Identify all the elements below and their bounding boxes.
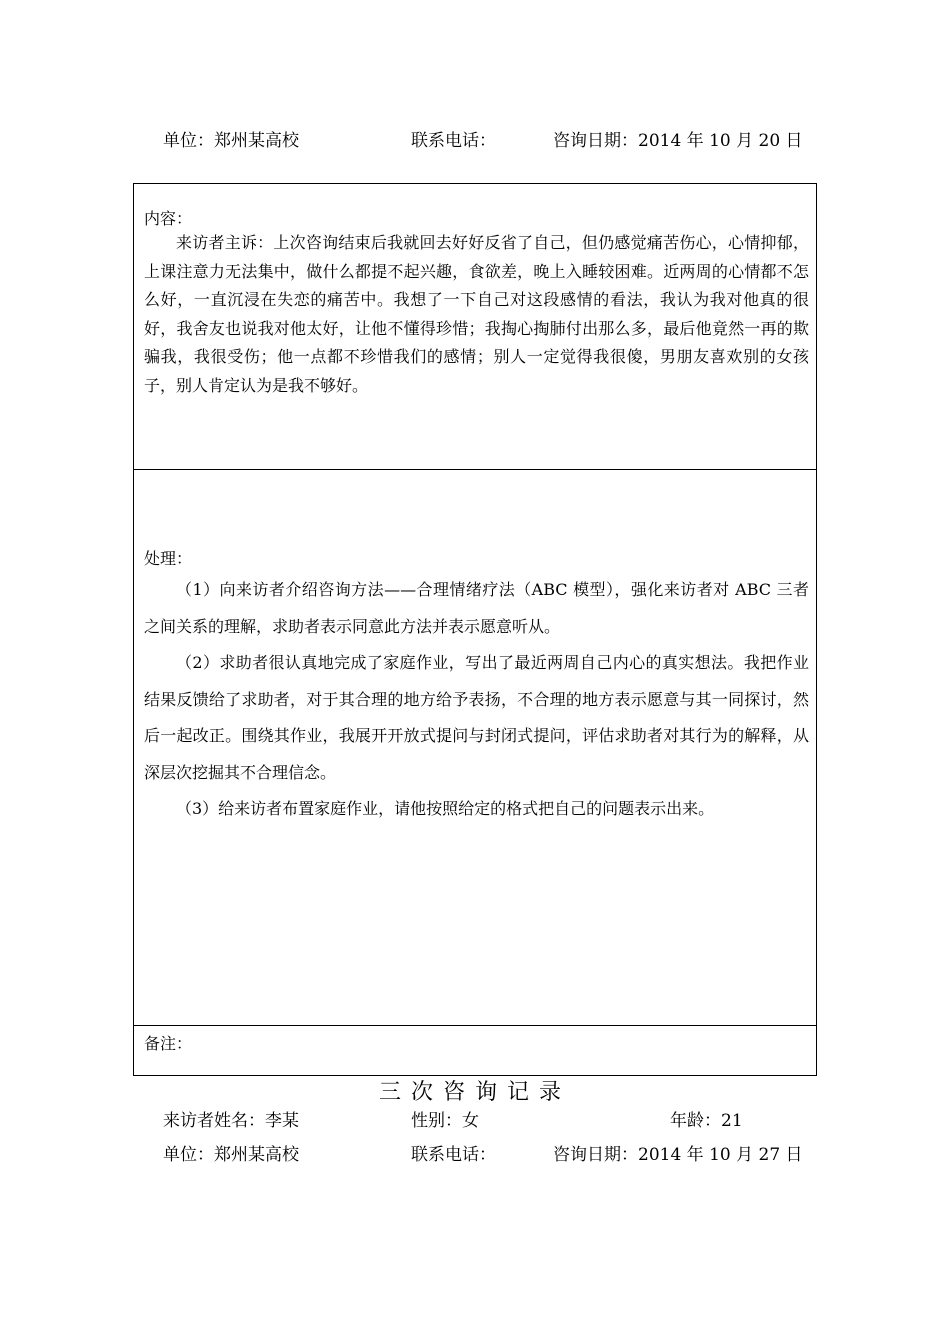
phone-label: 联系电话： (411, 131, 496, 151)
remarks-label: 备注： (144, 1034, 193, 1053)
visitor-age: 年龄：21 (670, 1111, 743, 1131)
treatment-label: 处理： (144, 549, 193, 568)
treatment-cell (134, 470, 816, 1026)
visitor-gender: 性别：女 (411, 1111, 479, 1131)
unit-label: 单位：郑州某高校 (163, 131, 299, 151)
phone-label-2: 联系电话： (411, 1145, 496, 1165)
remarks-cell (134, 1026, 816, 1077)
visitor-name: 来访者姓名：李某 (163, 1111, 299, 1131)
consult-date: 咨询日期：2014 年 10 月 20 日 (553, 131, 803, 151)
consultation-record-table (133, 183, 817, 1076)
content-label: 内容： (144, 209, 193, 228)
content-cell (134, 184, 816, 470)
section-title: 三次咨询记录 (378, 1080, 571, 1105)
treatment-text (144, 572, 809, 828)
unit-label-2: 单位：郑州某高校 (163, 1145, 299, 1165)
treatment-item: （3）给来访者布置家庭作业，请他按照给定的格式把自己的问题表示出来。 (176, 799, 715, 818)
treatment-item: （1）向来访者介绍咨询方法——合理情绪疗法（ABC 模型），强化来访者对 ABC 三者之间关系的理解，求助者表示同意此方法并表示愿意听从。 (144, 580, 809, 636)
content-text (144, 229, 809, 400)
complaint-paragraph: 来访者主诉：上次咨询结束后我就回去好好反省了自己，但仍感觉痛苦伤心，心情抑郁，上课注意力无法集中，做什么都提不起兴趣，食欲差，晚上入睡较困难。近两周的心情都不怎么好，一直沉浸在失恋的痛苦中。我想了一下自己对这段感情的看法，我认为我对他真的很好，我舍友也说我对他太好，让他不懂得珍惜；我掏心掏肺付出那么多，最后他竟然一再的欺骗我，我很受伤；他一点都不珍惜我们的感情；别人一定觉得我很傻，男朋友喜欢别的女孩子，别人肯定认为是我不够好。 (144, 233, 809, 395)
consult-date-2: 咨询日期：2014 年 10 月 27 日 (553, 1145, 803, 1165)
treatment-item: （2）求助者很认真地完成了家庭作业，写出了最近两周自己内心的真实想法。我把作业结果反馈给了求助者，对于其合理的地方给予表扬，不合理的地方表示愿意与其一同探讨，然后一起改正。围绕其作业，我展开开放式提问与封闭式提问，评估求助者对其行为的解释，从深层次挖掘其不合理信念。 (144, 653, 809, 782)
